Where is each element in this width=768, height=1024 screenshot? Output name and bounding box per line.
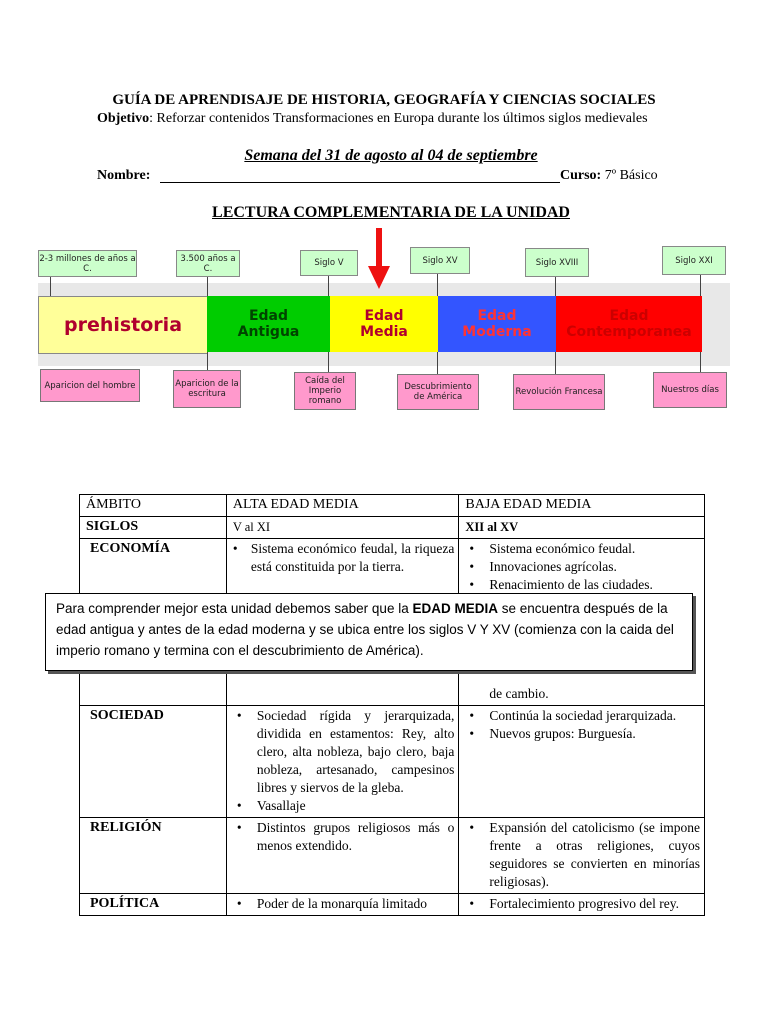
objetivo-label: Objetivo <box>97 111 150 126</box>
list <box>465 540 700 594</box>
row-label: ECONOMÍA <box>80 539 227 706</box>
list-item: • Poder de la monarquía limitado <box>233 895 455 913</box>
segment-prehistoria <box>38 296 208 354</box>
connector-line <box>207 352 208 372</box>
list-item: • Innovaciones agrícolas. <box>465 558 700 576</box>
document-title: GUÍA DE APRENDISAJE DE HISTORIA, GEOGRAFÍA Y CIENCIAS SOCIALES <box>112 92 656 108</box>
list-item: • Renacimiento de las ciudades. <box>465 576 700 594</box>
note-siglo-xviii: Siglo XVIII <box>525 248 589 277</box>
connector-line <box>555 352 556 374</box>
segment-label: Edad Media <box>360 308 408 340</box>
list-item: • Sistema económico feudal. <box>465 540 700 558</box>
note-siglo-xv: Siglo XV <box>410 247 470 274</box>
cell-tail-text: de cambio. <box>489 686 549 701</box>
cell-alta: V al XI <box>226 517 459 539</box>
callout-text-after: se encuentra después de la edad antigua y antes de la edad moderna y se ubica entre los siglos V Y XV (comienza con la caida del imperio romano y termina con el descubrimiento de América). <box>56 601 674 658</box>
cell-baja: XII al XV <box>459 517 705 539</box>
connector-line <box>328 352 329 372</box>
header-baja: BAJA EDAD MEDIA <box>459 495 705 517</box>
row-label: SOCIEDAD <box>80 706 227 818</box>
list-item: • Distintos grupos religiosos más o menos extendido. <box>233 819 455 855</box>
list <box>233 540 455 576</box>
connector-line <box>437 352 438 374</box>
cell-alta <box>226 894 459 916</box>
table-row-sociedad <box>80 706 705 818</box>
list-item: • Sistema económico feudal, la riqueza está constituida por la tierra. <box>233 540 455 576</box>
connector-line <box>700 352 701 372</box>
objetivo-text: : Reforzar contenidos Transformaciones en Europa durante los últimos siglos medievales <box>149 111 648 126</box>
header-alta: ALTA EDAD MEDIA <box>226 495 459 517</box>
note-siglo-xxi: Siglo XXI <box>662 246 726 275</box>
list-item: • Continúa la sociedad jerarquizada. <box>465 707 700 725</box>
note-caida-imperio: Caída del Imperio romano <box>294 372 356 410</box>
cell-alta <box>226 818 459 894</box>
cell-baja <box>459 818 705 894</box>
objetivo <box>97 110 657 128</box>
segment-label: Edad Contemporanea <box>566 308 692 340</box>
segment-edad-moderna <box>438 296 556 352</box>
row-label: RELIGIÓN <box>80 818 227 894</box>
note-descubrimiento-america: Descubrimiento de América <box>397 374 479 410</box>
nombre-label: Nombre: <box>97 168 151 183</box>
row-label: SIGLOS <box>80 517 227 539</box>
segment-edad-contemporanea <box>556 296 702 352</box>
callout-text-before: Para comprender mejor esta unidad debemos saber que la <box>56 601 413 616</box>
list-item: • Vasallaje <box>233 797 455 815</box>
list-item: • Expansión del catolicismo (se impone frente a otras religiones, cuyos seguidores se convierten en minorías religiosas). <box>465 819 700 891</box>
list <box>233 707 455 815</box>
curso <box>560 168 658 184</box>
segment-label: Edad Moderna <box>462 308 532 340</box>
nombre-field-line <box>160 182 560 183</box>
connector-line <box>700 273 701 296</box>
list <box>465 707 700 743</box>
table-row-siglos <box>80 517 705 539</box>
list <box>465 819 700 891</box>
note-aparicion-hombre: Aparicion del hombre <box>40 369 140 402</box>
list <box>233 819 455 855</box>
segment-edad-media <box>330 296 438 352</box>
callout-box <box>45 593 693 671</box>
segment-label: Edad Antigua <box>237 308 300 340</box>
connector-line <box>50 275 51 296</box>
connector-line <box>328 275 329 296</box>
list-item: • Sociedad rígida y jerarquizada, dividida en estamentos: Rey, alto clero, alta nobleza, bajo clero, baja nobleza, artesanado, campesinos libres y siervos de la gleba. <box>233 707 455 797</box>
note-3500-anos: 3.500 años a C. <box>176 250 240 277</box>
curso-label: Curso: <box>560 168 602 183</box>
list-item: • Nuevos grupos: Burguesía. <box>465 725 700 743</box>
table-header-row <box>80 495 705 517</box>
segment-label: prehistoria <box>63 314 183 336</box>
row-label: POLÍTICA <box>80 894 227 916</box>
note-siglo-v: Siglo V <box>300 250 358 276</box>
lectura-heading <box>0 204 768 222</box>
note-nuestros-dias: Nuestros días <box>653 372 727 408</box>
cell-baja <box>459 894 705 916</box>
note-revolucion-francesa: Revolución Francesa <box>513 374 605 410</box>
comparison-table <box>79 494 705 916</box>
semana: Semana del 31 de agosto al 04 de septiembre <box>244 147 538 164</box>
segment-edad-antigua <box>207 296 330 352</box>
lectura-text: LECTURA COMPLEMENTARIA DE LA UNIDAD <box>212 204 570 221</box>
table-row-religion <box>80 818 705 894</box>
cell-baja <box>459 706 705 818</box>
list <box>233 895 455 913</box>
cell-alta <box>226 706 459 818</box>
connector-line <box>555 275 556 296</box>
note-2-3-millones: 2-3 millones de años a C. <box>38 250 137 277</box>
list <box>465 895 700 913</box>
header-ambito: ÁMBITO <box>80 495 227 517</box>
curso-value: 7º Básico <box>601 168 658 183</box>
list-item: • Fortalecimiento progresivo del rey. <box>465 895 700 913</box>
connector-line <box>207 275 208 296</box>
down-arrow-icon <box>366 228 392 290</box>
callout-bold: EDAD MEDIA <box>412 601 498 616</box>
note-aparicion-escritura: Aparicion de la escritura <box>173 370 241 408</box>
table-row-politica <box>80 894 705 916</box>
